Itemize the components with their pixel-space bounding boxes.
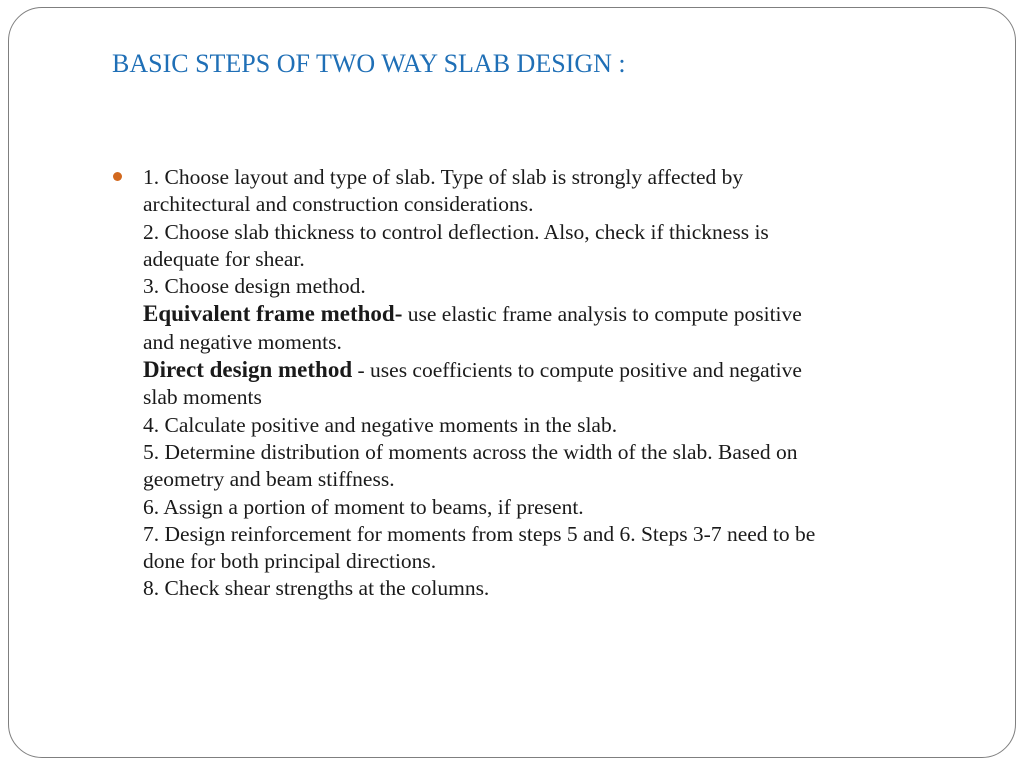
direct-design-method-description: - uses coefficients to compute positive and negative	[352, 358, 802, 383]
step-line: 3. Choose design method.	[143, 274, 366, 299]
step-line: 6. Assign a portion of moment to beams, if present.	[143, 494, 584, 519]
step-line: 1. Choose layout and type of slab. Type of slab is strongly affected by	[143, 165, 744, 189]
step-line: and negative moments.	[143, 329, 342, 354]
step-line: 2. Choose slab thickness to control deflection. Also, check if thickness is	[143, 219, 769, 244]
equivalent-frame-method-term: Equivalent frame method-	[143, 301, 403, 327]
step-line: adequate for shear.	[143, 246, 305, 271]
method-line-equivalent-frame	[143, 300, 973, 328]
step-line: slab moments	[143, 385, 262, 410]
equivalent-frame-method-description: use elastic frame analysis to compute positive	[402, 302, 802, 327]
direct-design-method-term: Direct design method	[143, 357, 353, 383]
step-line: 7. Design reinforcement for moments from steps 5 and 6. Steps 3-7 need to be	[143, 521, 816, 546]
step-line: done for both principal directions.	[143, 549, 437, 574]
steps-list	[143, 164, 973, 603]
step-line: architectural and construction considerations.	[143, 192, 534, 217]
bullet-dot-icon	[113, 172, 122, 181]
step-line: geometry and beam stiffness.	[143, 467, 395, 492]
step-line: 4. Calculate positive and negative moments in the slab.	[143, 412, 618, 437]
slide-title: BASIC STEPS OF TWO WAY SLAB DESIGN :	[112, 49, 626, 78]
method-line-direct-design	[143, 356, 973, 384]
step-line: 5. Determine distribution of moments across the width of the slab. Based on	[143, 439, 798, 464]
step-line: 8. Check shear strengths at the columns.	[143, 576, 490, 601]
